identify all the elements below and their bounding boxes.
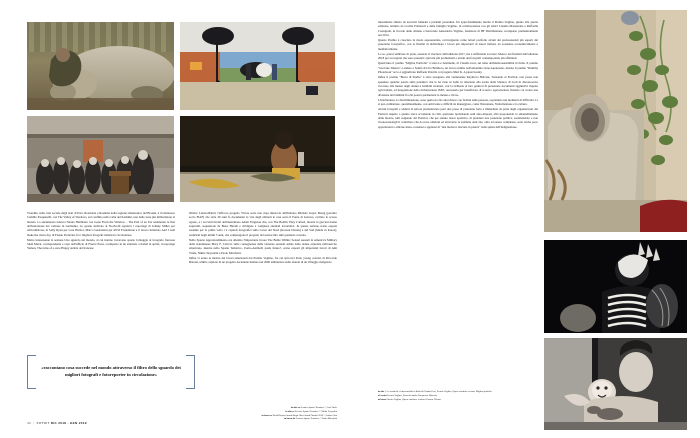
issue-date: DIC 2018 - GEN 2019 xyxy=(50,421,87,425)
paragraph: Olivier Laban-Mattei; l'efficace progetto Vivere sotto una cupa minaccia dell'italiano Michele Guyot Bourg (peraltro socio FIAF) che oltre 30 anni fa documentò la vita degli abitanti le case sotto il Ponte di Genova, crollato lo scorso agosto, e i toccanti ritratti dell'australiano Adam Ferguson che, con The Bombs They Carried, mostra le giovani donne superstiti, sequestrate da Boko Haram e obbligate a compiere attentati terroristici. In questa sezione erano esposti assieme per la prima volta i 2 capitoli fotografici sulla Corea del Nord (Korean Dream) e del Sud (Made in Korea), realizzati negli ultimi 3 anni, che compongono il progetto del sottoscritto sulla penisola coreana. xyxy=(189,211,337,237)
paragraph: Infine vi erano le mostre dei lavori selezionati dal Premio Voglino, fra cui spiccava Perù, young coexist, di Riccardo Bononi, ultimo capitolo di un progetto decennale iniziato nel 2006 ambientato sullo sfondo di un villaggio malgascio xyxy=(189,255,337,265)
magazine-name: FOTOIT xyxy=(36,421,50,425)
paragraph: Molto interessante la sezione Uno sguardo sul mondo, al cui interno trovavano spazio l'omaggio al fotografo francese Shah Marai, corrispondente e capo dell'ufficio di France Press, scomparso in un attentato a Kabul in aprile; il reportage Yemen, The ruins of a once Happy Arabia del francese xyxy=(27,237,175,251)
caption-text: † Le sentinelle elettrosensibili in Italia di Claudia Gori, Premio Voglino, Opera vincitrice sezione Miglior portfolio xyxy=(384,390,492,393)
paragraph: Quest'anno il premio "Miglior Portfolio" è stato Le Sentinelle, di Claudia Gori, sul tema dell'elettrosensibilità in Italia. Il premio "Giovane Talento" è andato a Sanità di Ciro Battiloro, un lavoro intimo sull'omonimo rione napoletano, mentre il premio "Dummy Photobook" se lo è aggiudicato Raffaele Petralla col progetto Mari K. A japan beauty. xyxy=(378,61,538,75)
right-page-photo-column xyxy=(544,10,687,428)
caption-text: Premio Voglino, Borsa di studio: Karymova Hulscaia xyxy=(387,393,437,397)
caption-text: Sezione Spazio Tematico © Nikita Teryoshin xyxy=(294,409,337,413)
column-1-text xyxy=(27,211,175,251)
paragraph: Alcuni fotografi e addetti al settore pretendevano però una presa di posizione forte e immediata da parte degli organizzatori del Festival rispetto a quanto stava accadendo in città, qualcuno ipotizzando esili auto-imposti, altri proponendo lo smantellamento delle mostre, tutti esigendo dal Festival, che per statuto nasce apolitico, di prendere una posizione politica, sostenendolo e non riconoscendogli il contributo che da nove edizioni ed attraverso le suddette anni che, oltre ad essere complesse, sono anche poco appariscenti e attirano meno consensi e applausi di "una molotov lanciata in piazza" sulla spinta dell'indignazione. xyxy=(378,107,538,129)
left-column-2 xyxy=(189,211,337,265)
paragraph: Nello Spazio Approfondimento era allestito l'importante lavoro The Battle Within: Sexual Assault in America's Military della statunitense Mary F. Calvert, sulle conseguenze delle violenze sessuali subite dalle donne arruolate nell'esercito americano, mentre nello Spazio Tematico, Uomo-Animali: quale futuro?, erano esposti gli importanti lavori di Ami Vitale, Nikita Teryoshin e Paolo Marchetti. xyxy=(189,237,337,255)
photo-performer-dark xyxy=(180,116,335,202)
paragraph: L'intolleranza, la discriminazione, sono qualcosa che attecchisce con facilità sulle persone, soprattutto nei momenti di difficoltà. Li si può combattere, quotidianamente, con armi lente e difficili da maneggiare, come l'istruzione, l'informazione e la cultura. xyxy=(378,97,538,107)
photo-woman-netting xyxy=(544,10,687,232)
pull-quote-text: «raccontano cosa succede nel mondo attraverso il filtro dello sguardo dei migliori fotografi e fotoreporter in circolazione» xyxy=(41,365,181,377)
paragraph: Vrondhe, sulla crisi sociale degli stati di Parà, Rondonia e Rosáima nella regione amazzonica del Brasile, è il talentuoso Camillo Pasquarelli, con The Valley of Shadows, sul conflitto nella valle del Kashmir, una delle zone più militarizzate al mondo. La studentessa tedesca Nanna Heitmann con Gone From the Window – The End of an Era testimonia la fine dell'estrazione del carbone in Germania. Lo spazio dedicato al No-Profit ospitava i reportage di Johnny Miller per AfricanDrone, di Sally Ryan per Care Harbor, Marco Gualazzini per AVSI Foundation e il lavoro intitolato And I well make the rivers dry, di Fausto Podavini, fra i migliori fotografi italiani in circolazione. xyxy=(27,211,175,237)
photo-crowd-ceremony xyxy=(27,116,174,202)
photo-bw-father-child xyxy=(544,338,687,430)
left-column-1 xyxy=(27,211,175,252)
right-page-captions xyxy=(378,390,538,401)
photo-grid xyxy=(27,22,335,202)
page-number: 44 xyxy=(27,421,31,425)
caption-position: in alto sx xyxy=(285,409,295,413)
photo-rhino-keeper xyxy=(27,22,174,110)
paragraph: Questo Premio è cresciuto in modo esponenziale, coinvolgendo come lettori portfolio alcuni dei professionisti più esperti del panorama fotografico, con la finalità di individuare i lavori più importanti di autori italiani, da sostenere economicamente e mediaticamente. xyxy=(378,38,538,51)
footer-separator: | xyxy=(33,421,35,425)
caption-position: in alto sx xyxy=(290,406,300,409)
right-page xyxy=(362,0,700,438)
paragraph: interamente abitato da esorcisti lamuani e pazienti possedute. Un approfondimento merita il Premio Voglino, giunto alla quarta edizione, istituito da Cecilia Pratizzoli e dalla famiglia Voglino, in collaborazione con gli amici Claudio Massarente e Raffaella Castagnoli, in ricordo dello stimato e benvoluto Alessandro Voglino, fondatore di HF Distribuzione, scomparso prematuramente nel 2014. xyxy=(378,20,538,37)
photo-bw-figure-headdress xyxy=(544,240,687,333)
right-page-body-columns xyxy=(378,20,538,395)
caption-line xyxy=(378,398,538,402)
pull-quote-bracket-left xyxy=(27,355,36,389)
paragraph: Lo so, potrei sembrare di parte, essendo il vincitore dell'edizione 2017, ma è sufficiente scorrere l'elenco dei finalisti dell'edizione 2018 per accorgersi che sono presenti i giovani più promettenti e alcuni dei fotografi contemporanei più affermati. xyxy=(378,51,538,61)
right-column-1 xyxy=(378,20,538,129)
page-footer xyxy=(27,421,87,425)
pull-quote-bracket-right xyxy=(186,355,195,389)
caption-line xyxy=(150,417,337,421)
left-page-captions xyxy=(150,406,337,421)
caption-text: Sezione Spazio Tematico © Ami Vitale xyxy=(300,406,337,409)
caption-text: Premio Voglino, Opera vincitrice sezione Giovane Talento xyxy=(386,397,441,401)
caption-position: al centro xyxy=(378,393,387,397)
column-2-text xyxy=(189,211,337,265)
caption-text: World Report Award/Single Shot Award Finalist 2018 © Andrea Alai xyxy=(272,413,337,417)
paragraph: Infine il premio "Borsa di Studio" è stato assegnato alla ventunenne Kaymova Hulcain. Tornando al Festival, non posso non spendere qualche parola sulla polemica che lo ha visto in ballo in relazione alla scelta della Sindaca di Lodi di disconoscere l'accesso alla mensa degli alunni e bambini stranieri, con la richiesta ai loro genitori di presentare documenti aggiuntivi rispetto agli italiani, ad integrazione della dichiarazione ISEE, necessaria per beneficiare di sconti e agevolazioni, finendo col creare una divisione dei bambini fra chi poteva permettersi la mensa e chi no. xyxy=(378,75,538,97)
caption-position: in basso sx xyxy=(261,413,273,417)
caption-position: in basso dx xyxy=(284,417,296,421)
pull-quote xyxy=(27,352,195,392)
caption-text: Sezione Spazio Tematico © Paolo Marchetti xyxy=(295,417,337,421)
photo-studio-cow xyxy=(180,22,335,110)
caption-position: in basso xyxy=(378,397,386,401)
left-page-body-columns xyxy=(27,211,337,351)
right-column-text xyxy=(378,20,538,129)
caption-position: in alto xyxy=(378,390,385,393)
